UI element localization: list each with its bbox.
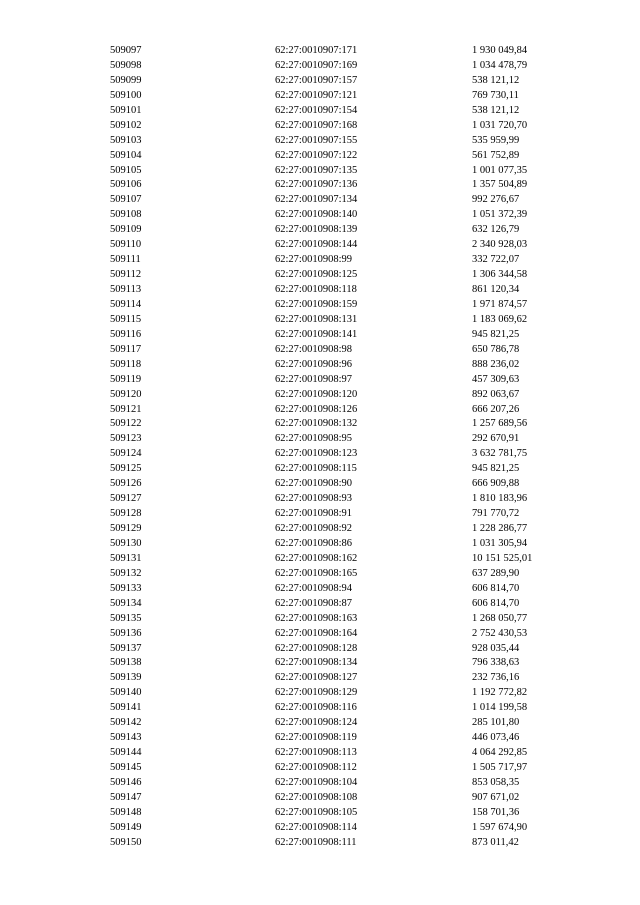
row-id-cell: 509114 — [110, 298, 142, 310]
table-row — [110, 821, 550, 836]
row-id-cell: 509125 — [110, 463, 142, 475]
row-id-cell: 509103 — [110, 134, 142, 146]
cadastral-number-cell: 62:27:0010907:169 — [275, 59, 358, 71]
cadastral-number-cell: 62:27:0010907:135 — [275, 164, 358, 176]
cadastral-number-cell: 62:27:0010908:129 — [275, 687, 358, 699]
cadastral-value-cell: 861 120,34 — [472, 284, 520, 295]
cadastral-value-cell: 158 701,36 — [472, 806, 520, 818]
row-id-cell: 509149 — [110, 821, 142, 833]
row-id-cell: 509143 — [110, 732, 142, 744]
row-id-cell: 509124 — [110, 448, 142, 460]
cadastral-value-cell: 637 289,90 — [472, 567, 520, 579]
table-row — [110, 193, 550, 208]
row-id-cell: 509144 — [110, 747, 142, 759]
row-id-cell: 509140 — [110, 687, 142, 699]
cadastral-value-cell: 538 121,12 — [472, 74, 520, 86]
cadastral-value-cell: 1 183 069,62 — [472, 313, 528, 325]
table-row — [110, 776, 550, 791]
table-row — [110, 253, 550, 268]
row-id-cell: 509121 — [110, 403, 142, 415]
row-id-cell: 509131 — [110, 552, 142, 564]
cadastral-number-cell: 62:27:0010908:90 — [275, 478, 353, 490]
row-id-cell: 509126 — [110, 478, 142, 490]
table-row — [110, 74, 550, 89]
row-id-cell: 509108 — [110, 209, 142, 221]
cadastral-number-cell: 62:27:0010908:164 — [275, 627, 358, 639]
cadastral-number-cell: 62:27:0010908:118 — [275, 284, 357, 295]
cadastral-number-cell: 62:27:0010908:94 — [275, 582, 353, 594]
cadastral-value-cell: 606 814,70 — [472, 582, 520, 594]
cadastral-number-cell: 62:27:0010908:128 — [275, 642, 358, 654]
cadastral-number-cell: 62:27:0010908:93 — [275, 493, 353, 505]
cadastral-number-cell: 62:27:0010907:121 — [275, 89, 358, 101]
cadastral-number-cell: 62:27:0010908:86 — [275, 537, 353, 549]
cadastral-number-cell: 62:27:0010908:111 — [275, 836, 357, 848]
table-row — [110, 343, 550, 358]
table-row — [110, 134, 550, 149]
cadastral-value-cell: 666 909,88 — [472, 478, 520, 490]
cadastral-value-cell: 1 597 674,90 — [472, 821, 528, 833]
cadastral-number-cell: 62:27:0010908:92 — [275, 523, 353, 534]
cadastral-number-cell: 62:27:0010908:113 — [275, 747, 357, 759]
cadastral-value-cell: 332 722,07 — [472, 254, 520, 266]
row-id-cell: 509135 — [110, 612, 142, 624]
row-id-cell: 509106 — [110, 179, 142, 191]
cadastral-value-cell: 457 309,63 — [472, 373, 520, 385]
cadastral-number-cell: 62:27:0010908:139 — [275, 224, 358, 236]
row-id-cell: 509137 — [110, 642, 142, 654]
cadastral-value-cell: 888 236,02 — [472, 358, 520, 370]
table-row — [110, 746, 550, 761]
table-row — [110, 507, 550, 522]
table-row — [110, 403, 550, 418]
table-row — [110, 627, 550, 642]
cadastral-number-cell: 62:27:0010908:141 — [275, 328, 358, 340]
cadastral-value-cell: 535 959,99 — [472, 134, 520, 146]
cadastral-number-cell: 62:27:0010907:157 — [275, 74, 358, 86]
cadastral-value-cell: 1 930 049,84 — [472, 45, 528, 56]
table-row — [110, 552, 550, 567]
cadastral-value-cell: 769 730,11 — [472, 89, 519, 101]
row-id-cell: 509133 — [110, 582, 142, 594]
cadastral-value-cell: 945 821,25 — [472, 463, 520, 475]
cadastral-value-cell: 1 014 199,58 — [472, 702, 528, 714]
table-row — [110, 313, 550, 328]
cadastral-number-cell: 62:27:0010908:125 — [275, 269, 358, 281]
cadastral-number-cell: 62:27:0010908:91 — [275, 508, 353, 520]
cadastral-number-cell: 62:27:0010908:95 — [275, 433, 353, 445]
row-id-cell: 509098 — [110, 59, 142, 71]
row-id-cell: 509130 — [110, 537, 142, 549]
cadastral-value-cell: 1 031 305,94 — [472, 537, 528, 549]
cadastral-number-cell: 62:27:0010908:132 — [275, 418, 358, 430]
table-row — [110, 462, 550, 477]
cadastral-value-cell: 1 228 286,77 — [472, 523, 528, 534]
table-row — [110, 208, 550, 223]
row-id-cell: 509136 — [110, 627, 142, 639]
table-row — [110, 582, 550, 597]
cadastral-value-cell: 945 821,25 — [472, 328, 520, 340]
cadastral-value-cell: 1 357 504,89 — [472, 179, 528, 191]
cadastral-value-cell: 853 058,35 — [472, 776, 520, 788]
row-id-cell: 509109 — [110, 224, 142, 236]
cadastral-number-cell: 62:27:0010908:96 — [275, 358, 353, 370]
table-row — [110, 238, 550, 253]
table-row — [110, 373, 550, 388]
cadastral-value-cell: 1 505 717,97 — [472, 762, 528, 773]
row-id-cell: 509111 — [110, 254, 141, 266]
cadastral-value-cell: 1 051 372,39 — [472, 209, 528, 221]
cadastral-value-cell: 561 752,89 — [472, 149, 520, 161]
row-id-cell: 509116 — [110, 328, 142, 340]
table-row — [110, 537, 550, 552]
row-id-cell: 509141 — [110, 702, 142, 714]
cadastral-value-cell: 992 276,67 — [472, 194, 520, 206]
table-row — [110, 268, 550, 283]
row-id-cell: 509145 — [110, 762, 142, 773]
cadastral-value-cell: 232 736,16 — [472, 672, 520, 684]
table-row — [110, 671, 550, 686]
cadastral-value-cell: 796 338,63 — [472, 657, 520, 669]
row-id-cell: 509118 — [110, 358, 142, 370]
cadastral-value-cell: 1 034 478,79 — [472, 59, 528, 71]
table-row — [110, 223, 550, 238]
table-row — [110, 477, 550, 492]
table-row — [110, 358, 550, 373]
cadastral-value-cell: 1 268 050,77 — [472, 612, 528, 624]
table-row — [110, 89, 550, 104]
cadastral-value-cell: 928 035,44 — [472, 642, 520, 654]
cadastral-number-cell: 62:27:0010907:154 — [275, 104, 358, 116]
cadastral-number-cell: 62:27:0010908:163 — [275, 612, 358, 624]
table-row — [110, 761, 550, 776]
row-id-cell: 509123 — [110, 433, 142, 445]
cadastral-value-cell: 907 671,02 — [472, 791, 520, 803]
table-row — [110, 59, 550, 74]
cadastral-value-cell: 1 306 344,58 — [472, 269, 528, 281]
table-row — [110, 298, 550, 313]
cadastral-value-cell: 1 971 874,57 — [472, 298, 528, 310]
cadastral-value-cell: 3 632 781,75 — [472, 448, 528, 460]
cadastral-value-cell: 1 192 772,82 — [472, 687, 528, 699]
cadastral-number-cell: 62:27:0010908:165 — [275, 567, 358, 579]
cadastral-value-cell: 1 001 077,35 — [472, 164, 528, 176]
cadastral-value-cell: 666 207,26 — [472, 403, 520, 415]
row-id-cell: 509097 — [110, 45, 142, 56]
row-id-cell: 509105 — [110, 164, 142, 176]
row-id-cell: 509139 — [110, 672, 142, 684]
cadastral-number-cell: 62:27:0010908:99 — [275, 254, 353, 266]
cadastral-number-cell: 62:27:0010908:126 — [275, 403, 358, 415]
cadastral-value-cell: 1 257 689,56 — [472, 418, 528, 430]
cadastral-number-cell: 62:27:0010907:155 — [275, 134, 358, 146]
cadastral-number-cell: 62:27:0010908:140 — [275, 209, 358, 221]
table-row — [110, 806, 550, 821]
cadastral-number-cell: 62:27:0010908:105 — [275, 806, 358, 818]
cadastral-value-cell: 10 151 525,01 — [472, 552, 533, 564]
cadastral-number-cell: 62:27:0010908:124 — [275, 717, 358, 729]
table-row — [110, 716, 550, 731]
cadastral-number-cell: 62:27:0010908:120 — [275, 388, 358, 400]
table-row — [110, 149, 550, 164]
row-id-cell: 509127 — [110, 493, 142, 505]
cadastral-value-cell: 285 101,80 — [472, 717, 520, 729]
cadastral-value-cell: 1 810 183,96 — [472, 493, 528, 505]
row-id-cell: 509107 — [110, 194, 142, 206]
row-id-cell: 509129 — [110, 523, 142, 534]
row-id-cell: 509099 — [110, 74, 142, 86]
table-row — [110, 164, 550, 179]
row-id-cell: 509122 — [110, 418, 142, 430]
table-row — [110, 388, 550, 403]
row-id-cell: 509138 — [110, 657, 142, 669]
table-row — [110, 104, 550, 119]
row-id-cell: 509119 — [110, 373, 142, 385]
cadastral-number-cell: 62:27:0010908:116 — [275, 702, 357, 714]
cadastral-number-cell: 62:27:0010908:159 — [275, 298, 358, 310]
table-row — [110, 417, 550, 432]
row-id-cell: 509117 — [110, 343, 142, 355]
row-id-cell: 509132 — [110, 567, 142, 579]
row-id-cell: 509148 — [110, 806, 142, 818]
cadastral-number-cell: 62:27:0010907:136 — [275, 179, 358, 191]
table-row — [110, 178, 550, 193]
row-id-cell: 509110 — [110, 239, 142, 251]
table-row — [110, 447, 550, 462]
table-row — [110, 791, 550, 806]
cadastral-number-cell: 62:27:0010908:134 — [275, 657, 358, 669]
cadastral-number-cell: 62:27:0010908:144 — [275, 239, 358, 251]
cadastral-number-cell: 62:27:0010908:127 — [275, 672, 358, 684]
cadastral-number-cell: 62:27:0010908:115 — [275, 463, 357, 475]
row-id-cell: 509112 — [110, 269, 142, 281]
cadastral-value-cell: 650 786,78 — [472, 343, 520, 355]
table-row — [110, 432, 550, 447]
cadastral-number-cell: 62:27:0010908:131 — [275, 313, 358, 325]
cadastral-value-cell: 892 063,67 — [472, 388, 520, 400]
table-row — [110, 283, 550, 298]
cadastral-number-cell: 62:27:0010908:162 — [275, 552, 358, 564]
cadastral-number-cell: 62:27:0010907:168 — [275, 119, 358, 131]
table-row — [110, 597, 550, 612]
cadastral-number-cell: 62:27:0010908:98 — [275, 343, 353, 355]
cadastral-value-cell: 538 121,12 — [472, 104, 520, 116]
table-row — [110, 701, 550, 716]
table-row — [110, 836, 550, 851]
row-id-cell: 509146 — [110, 776, 142, 788]
cadastral-value-cell: 446 073,46 — [472, 732, 520, 744]
cadastral-value-cell: 606 814,70 — [472, 597, 520, 609]
cadastral-number-cell: 62:27:0010908:119 — [275, 732, 357, 744]
cadastral-number-cell: 62:27:0010907:122 — [275, 149, 358, 161]
row-id-cell: 509120 — [110, 388, 142, 400]
table-row — [110, 686, 550, 701]
table-row — [110, 656, 550, 671]
cadastral-number-cell: 62:27:0010908:108 — [275, 791, 358, 803]
row-id-cell: 509115 — [110, 313, 142, 325]
cadastral-number-cell: 62:27:0010908:97 — [275, 373, 353, 385]
cadastral-number-cell: 62:27:0010908:87 — [275, 597, 353, 609]
cadastral-value-cell: 4 064 292,85 — [472, 747, 528, 759]
table-row — [110, 492, 550, 507]
cadastral-number-cell: 62:27:0010907:134 — [275, 194, 358, 206]
row-id-cell: 509142 — [110, 717, 142, 729]
table-row — [110, 328, 550, 343]
table-row — [110, 731, 550, 746]
row-id-cell: 509100 — [110, 89, 142, 101]
table-row — [110, 612, 550, 627]
row-id-cell: 509150 — [110, 836, 142, 848]
table-row — [110, 119, 550, 134]
table-row — [110, 567, 550, 582]
cadastral-value-table — [110, 44, 550, 851]
row-id-cell: 509128 — [110, 508, 142, 520]
cadastral-value-cell: 632 126,79 — [472, 224, 520, 236]
cadastral-value-cell: 292 670,91 — [472, 433, 520, 445]
row-id-cell: 509102 — [110, 119, 142, 131]
cadastral-number-cell: 62:27:0010908:123 — [275, 448, 358, 460]
cadastral-number-cell: 62:27:0010908:104 — [275, 776, 358, 788]
row-id-cell: 509113 — [110, 284, 142, 295]
table-row — [110, 522, 550, 537]
cadastral-number-cell: 62:27:0010907:171 — [275, 45, 358, 56]
cadastral-value-cell: 2 752 430,53 — [472, 627, 528, 639]
row-id-cell: 509134 — [110, 597, 142, 609]
cadastral-value-cell: 2 340 928,03 — [472, 239, 528, 251]
row-id-cell: 509101 — [110, 104, 142, 116]
cadastral-value-cell: 1 031 720,70 — [472, 119, 528, 131]
row-id-cell: 509147 — [110, 791, 142, 803]
row-id-cell: 509104 — [110, 149, 142, 161]
cadastral-value-cell: 791 770,72 — [472, 508, 520, 520]
cadastral-number-cell: 62:27:0010908:114 — [275, 821, 357, 833]
table-row — [110, 44, 550, 59]
cadastral-number-cell: 62:27:0010908:112 — [275, 762, 357, 773]
cadastral-value-cell: 873 011,42 — [472, 836, 519, 848]
table-row — [110, 642, 550, 657]
